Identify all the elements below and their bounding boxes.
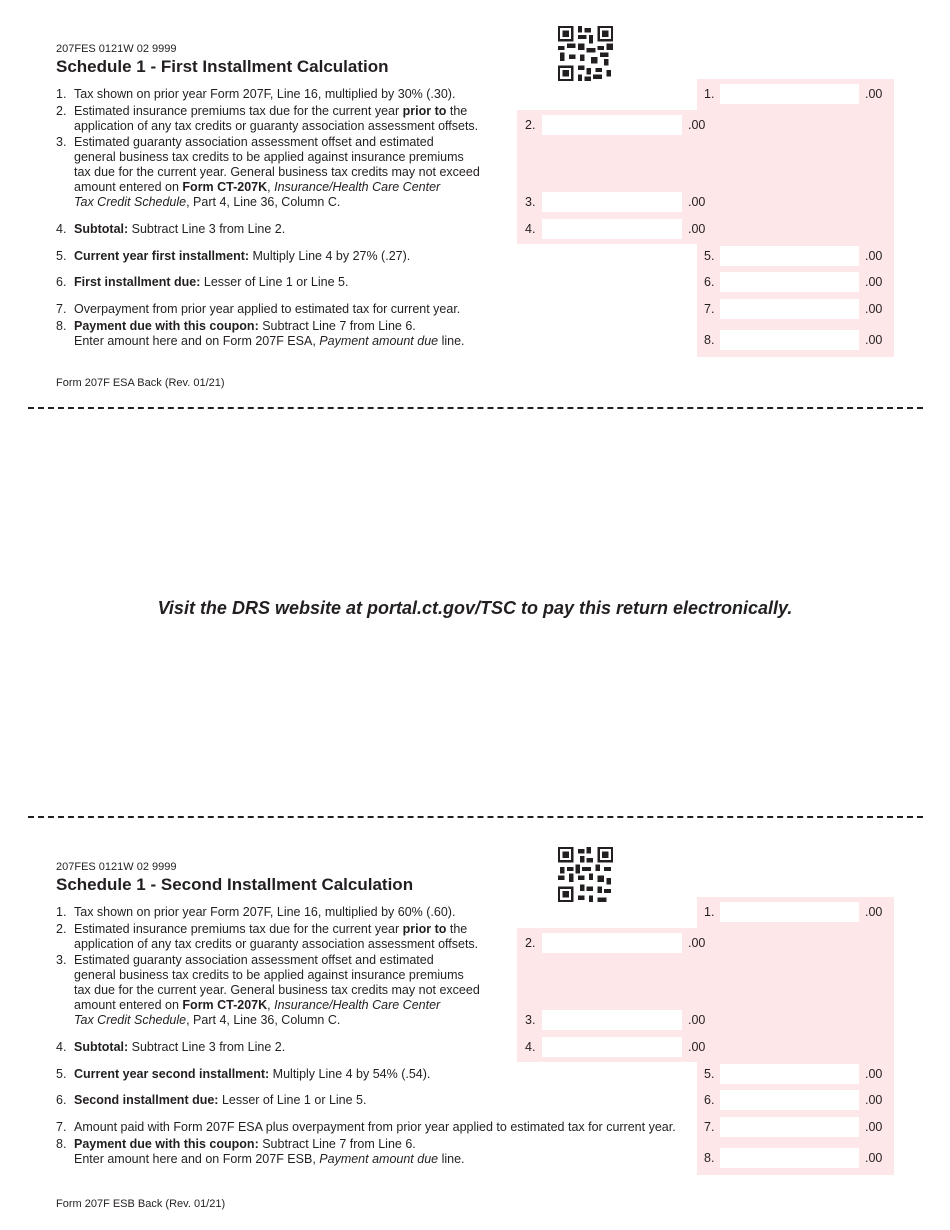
- amount-field-line-8[interactable]: [720, 330, 859, 350]
- amount-field-line-4[interactable]: [542, 219, 682, 239]
- amount-field-line-5[interactable]: [720, 246, 859, 266]
- amount-field-line-1[interactable]: [720, 902, 859, 922]
- qr-code-icon: [558, 26, 613, 81]
- cut-line-top: [28, 407, 923, 409]
- qr-code-icon: [558, 847, 613, 902]
- amount-field-line-4[interactable]: [542, 1037, 682, 1057]
- amount-field-line-2[interactable]: [542, 115, 682, 135]
- cut-line-bottom: [28, 816, 923, 818]
- amount-field-line-6[interactable]: [720, 272, 859, 292]
- form-footer: Form 207F ESA Back (Rev. 01/21): [56, 377, 225, 389]
- amount-field-line-1[interactable]: [720, 84, 859, 104]
- amount-field-line-3[interactable]: [542, 1010, 682, 1030]
- schedule-title: Schedule 1 - Second Installment Calculation: [56, 875, 414, 894]
- form-footer: Form 207F ESB Back (Rev. 01/21): [56, 1198, 226, 1210]
- amount-field-line-7[interactable]: [720, 1117, 859, 1137]
- form-code: 207FES 0121W 02 9999: [56, 861, 177, 873]
- schedule-title: Schedule 1 - First Installment Calculation: [56, 57, 389, 76]
- amount-field-line-6[interactable]: [720, 1090, 859, 1110]
- amount-field-line-2[interactable]: [542, 933, 682, 953]
- amount-field-line-3[interactable]: [542, 192, 682, 212]
- amount-field-line-7[interactable]: [720, 299, 859, 319]
- form-code: 207FES 0121W 02 9999: [56, 43, 177, 55]
- amount-field-line-8[interactable]: [720, 1148, 859, 1168]
- pay-electronically-notice: Visit the DRS website at portal.ct.gov/TSC to pay this return electronically.: [157, 598, 793, 618]
- amount-field-line-5[interactable]: [720, 1064, 859, 1084]
